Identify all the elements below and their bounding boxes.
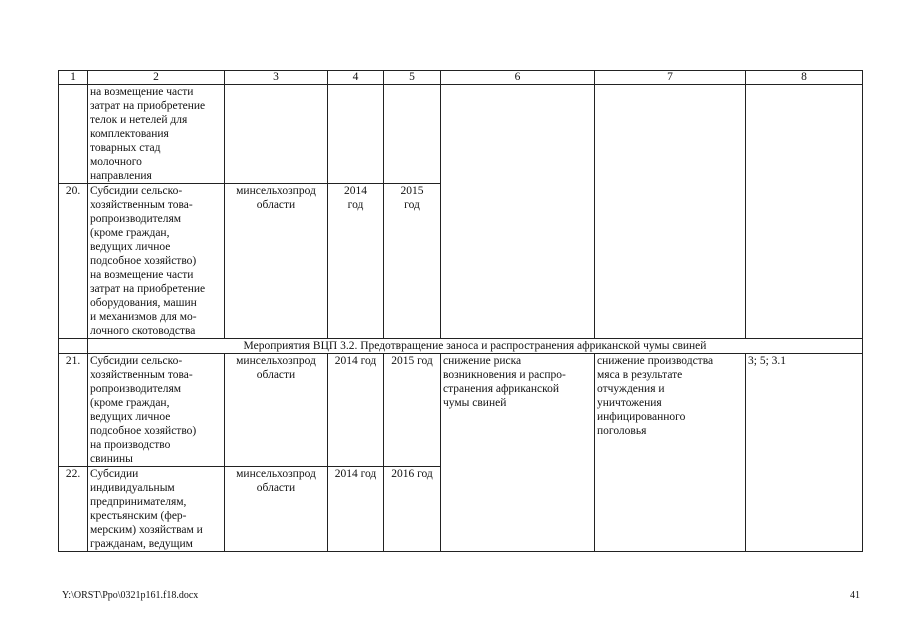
measure-description: Субсидии индивидуальным предпринимателям, крестьянским (фер- мерским) хозяйствам и гражданам, ведущим — [88, 467, 225, 552]
col-header-5: 5 — [384, 71, 441, 85]
col-header-4: 4 — [328, 71, 384, 85]
consequence-cell: снижение производства мяса в результате отчуждения и уничтожения инфицированного поголовья — [595, 354, 746, 552]
col-header-2: 2 — [88, 71, 225, 85]
measures-table — [58, 70, 863, 552]
row-number: 20. — [59, 184, 88, 339]
executor-cell — [225, 85, 328, 184]
section-heading: Мероприятия ВЦП 3.2. Предотвращение заноса и распространения африканской чумы свиней — [88, 339, 863, 354]
start-year-cell: 2014 год — [328, 354, 384, 467]
end-year-cell: 2015 год — [384, 354, 441, 467]
col-header-3: 3 — [225, 71, 328, 85]
row-number — [59, 339, 88, 354]
col-header-8: 8 — [746, 71, 863, 85]
start-year-cell — [328, 85, 384, 184]
measure-description: Субсидии сельско- хозяйственным това- ропроизводителям (кроме граждан, ведущих личное подсобное хозяйство) на производство свинины — [88, 354, 225, 467]
executor-cell: минсельхозпрод области — [225, 184, 328, 339]
row-number: 21. — [59, 354, 88, 467]
start-year-cell: 2014 год — [328, 467, 384, 552]
column-number-row — [59, 71, 863, 85]
measure-description: на возмещение части затрат на приобретение телок и нетелей для комплектования товарных стад молочного направления — [88, 85, 225, 184]
end-year-cell: 2016 год — [384, 467, 441, 552]
table-row — [59, 85, 863, 184]
executor-cell: минсельхозпрод области — [225, 354, 328, 467]
result-cell — [441, 85, 595, 339]
table-row — [59, 354, 863, 467]
col-header-6: 6 — [441, 71, 595, 85]
start-year-cell: 2014 год — [328, 184, 384, 339]
col-header-7: 7 — [595, 71, 746, 85]
executor-cell: минсельхозпрод области — [225, 467, 328, 552]
footer-file-path: Y:\ORST\Ppo\0321p161.f18.docx — [62, 590, 199, 601]
col-header-1: 1 — [59, 71, 88, 85]
row-number: 22. — [59, 467, 88, 552]
end-year-cell — [384, 85, 441, 184]
links-cell: 3; 5; 3.1 — [746, 354, 863, 552]
measure-description: Субсидии сельско- хозяйственным това- ропроизводителям (кроме граждан, ведущих личное подсобное хозяйство) на возмещение части затрат на приобретение оборудования, машин и механизмов для мо- лочного скотоводства — [88, 184, 225, 339]
section-heading-row — [59, 339, 863, 354]
result-cell: снижение риска возникновения и распро- странения африканской чумы свиней — [441, 354, 595, 552]
page-number: 41 — [850, 590, 860, 601]
links-cell — [746, 85, 863, 339]
row-number — [59, 85, 88, 184]
end-year-cell: 2015 год — [384, 184, 441, 339]
consequence-cell — [595, 85, 746, 339]
